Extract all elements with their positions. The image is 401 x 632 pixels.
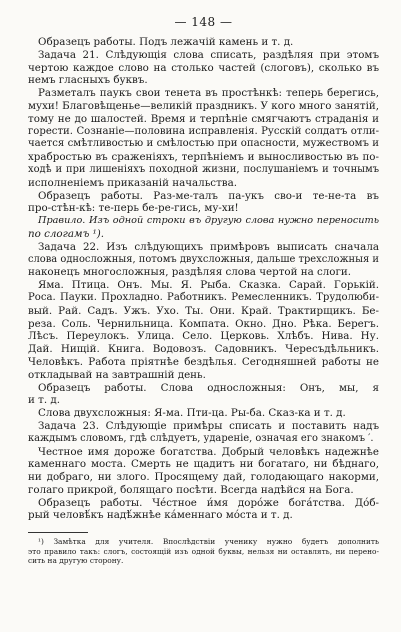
text-line: исполненіемъ приказаній начальства. xyxy=(28,176,237,189)
paragraph-sample-3 xyxy=(28,382,379,408)
footnote-line: ¹) Замѣтка для учителя. Впослѣдствіи ученику нужно будетъ дополнить xyxy=(38,537,379,547)
text-line: Разметалъ паукъ свои тенета въ простѣнкѣ: теперь берегись, xyxy=(38,87,379,100)
text-line: ни добраго, ни злого. Просящему дай, голодающаго накорми, xyxy=(28,471,379,484)
footnote-line: сить на другую сторону. xyxy=(28,556,124,566)
paragraph-task-21 xyxy=(28,49,379,87)
footnote xyxy=(28,537,379,566)
text-line: горести. Сознаніе—половина исправленія. Русскій солдатъ отли- xyxy=(28,125,379,137)
text-line: Задача 23. Слѣдующіе примѣры списать и поставить надъ xyxy=(38,419,379,432)
text-line: Правило. Изъ одной строки въ другую слова нужно переносить xyxy=(38,215,379,227)
text-line: Образецъ работы. Слова односложныя: Онъ, мы, я xyxy=(38,381,379,394)
text-line: Дай. Нищій. Книга. Водовозъ. Садовникъ. Чересъдѣльникъ. xyxy=(28,343,379,356)
text-line: про-стѣн-кѣ: те-перь бе-ре-гись, му-хи! xyxy=(28,202,239,215)
paragraph-task-23 xyxy=(28,420,379,446)
text-line: Слова двухсложныя: Я-ма. Пти-ца. Ры-ба. Сказ-ка и т. д. xyxy=(38,407,346,420)
text-line: Честное имя дороже богатства. Добрый человѣкъ надежнѣе xyxy=(38,445,379,458)
text-line: Образецъ работы. Подъ лежачій камень и т. д. xyxy=(38,36,294,48)
paragraph-sample-2 xyxy=(28,190,379,216)
text-line: Роса. Пауки. Прохладно. Работникъ. Ремесленникъ. Трудолюби- xyxy=(28,291,379,303)
text-line: реза. Соль. Чернильница. Компата. Окно. Дно. Рѣка. Берегъ. xyxy=(28,317,379,330)
text-line: мухи! Благовѣщенье—великій праздникъ. У кого много занятій, xyxy=(28,99,379,112)
paragraph-task-21-text xyxy=(28,87,379,189)
paragraph-sample-4 xyxy=(28,497,379,523)
text-line: слова односложныя, потомъ двухсложныя, дальше трехсложныя и xyxy=(28,253,379,265)
page-number: — 148 — xyxy=(174,15,233,29)
text-line: Яма. Птица. Онъ. Мы. Я. Рыба. Сказка. Сарай. Горькій. xyxy=(38,279,379,292)
paragraph-task-22 xyxy=(28,241,379,279)
text-line: наконецъ многосложныя, раздѣляя слова чертой на слоги. xyxy=(28,266,352,279)
paragraph-sample-3b xyxy=(28,407,379,420)
paragraph-sample-1 xyxy=(28,36,379,49)
text-line: Человѣкъ. Работа пріятнѣе бездѣлья. Сегодняшней работы не xyxy=(28,355,379,368)
text-line: вый. Рай. Садъ. Ужъ. Ухо. Ты. Они. Край. Трактирщикъ. Бе- xyxy=(28,304,379,317)
footnote-divider xyxy=(28,532,88,533)
text-line: откладывай на завтрашній день. xyxy=(28,368,206,381)
text-line: каменнаго моста. Смерть не щадитъ ни богатаго, ни бѣднаго, xyxy=(28,458,379,471)
text-line: каждымъ словомъ, гдѣ слѣдуетъ, удареніе, означая его знакомъ ′. xyxy=(28,432,374,444)
text-line: Образецъ работы. Че́стное и́мя доро́же бога́тства. До́б- xyxy=(38,496,379,509)
text-line: рый человѣ́къ надѣ́жнѣе ка́меннаго мо́ста и т. д. xyxy=(28,509,293,522)
footnote-line: это правило такъ: слогъ, состоящій изъ одной буквы, нельзя ни оставлять, ни перено- xyxy=(28,546,379,556)
text-line: Образецъ работы. Раз-ме-талъ па-укъ сво-и те-не-та въ xyxy=(38,189,379,202)
page-body xyxy=(28,36,379,522)
text-line: голаго прикрой, болящаго посѣти. Всегда надѣйся на Бога. xyxy=(28,483,354,496)
text-line: тому не до шалостей. Время и терпѣніе смягчаютъ страданія и xyxy=(28,112,379,125)
paragraph-task-22-text xyxy=(28,279,379,381)
text-line: ходѣ и при лишеніяхъ походной жизни, послушаніемъ и точнымъ xyxy=(28,163,379,175)
text-line: Задача 22. Изъ слѣдующихъ примѣровъ выписать сначала xyxy=(38,240,379,253)
text-line: Лѣсъ. Переулокъ. Улица. Село. Церковь. Хлѣбъ. Нива. Ну. xyxy=(28,330,379,343)
paragraph-rule xyxy=(28,215,379,241)
text-line: и т. д. xyxy=(28,394,60,407)
paragraph-task-23-text xyxy=(28,446,379,497)
text-line: чертою каждое слово на столько частей (слоговъ), сколько въ xyxy=(28,61,379,74)
text-line: чается смѣтливостью и смѣлостью при опасности, мужествомъ и xyxy=(28,138,379,150)
text-line: храбростью въ сраженіяхъ, терпѣніемъ и выносливостью въ по- xyxy=(28,151,379,164)
text-line: Задача 21. Слѣдующія слова списать, раздѣляя при этомъ xyxy=(38,48,379,61)
text-line: по слогамъ ¹). xyxy=(28,227,105,240)
text-line: немъ гласныхъ буквъ. xyxy=(28,74,148,87)
